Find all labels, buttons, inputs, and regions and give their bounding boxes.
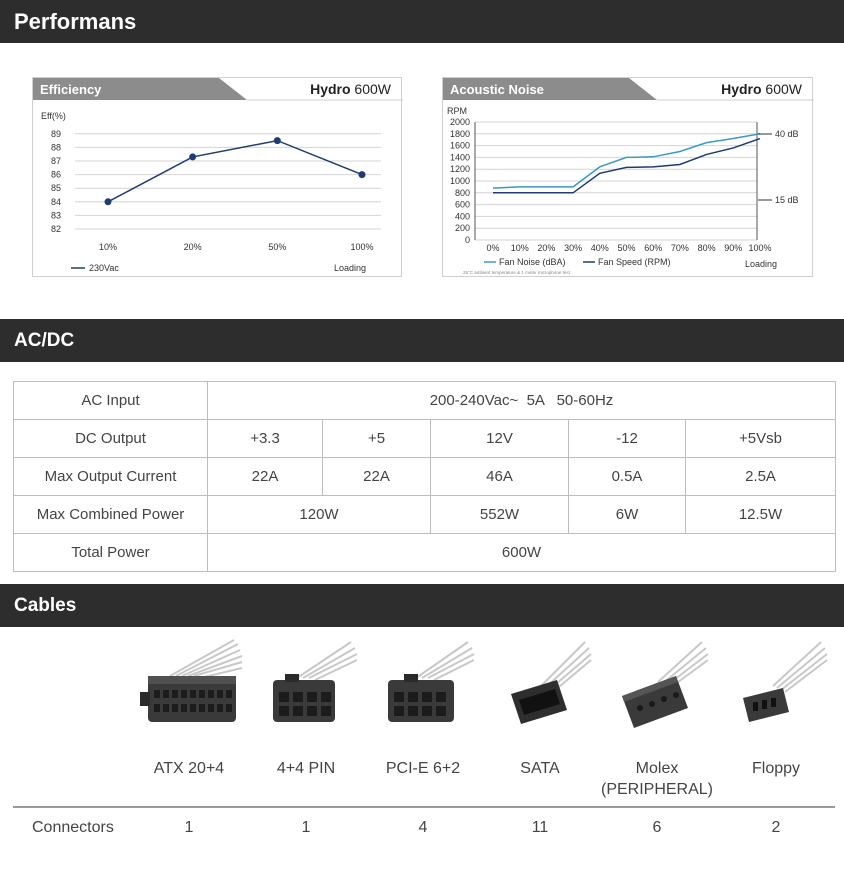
floppy-connector-icon — [717, 636, 835, 736]
x-tick-label: 80% — [697, 243, 716, 253]
chart-tab-title: Efficiency — [40, 82, 102, 97]
x-tick-label: 50% — [268, 242, 287, 252]
cable-name-atx: ATX 20+4 — [153, 760, 225, 777]
y-tick-label: 88 — [50, 142, 61, 153]
molex-connector-icon — [598, 636, 716, 736]
cable-name-pcie: PCI-E 6+2 — [385, 760, 461, 777]
y-tick-label: 1200 — [449, 164, 470, 175]
max-power-value: 6W — [569, 496, 686, 534]
max-current-value: 46A — [431, 458, 569, 496]
y-tick-label: 84 — [50, 196, 61, 207]
x-tick-label: 40% — [590, 243, 609, 253]
y-tick-label: 1000 — [449, 176, 470, 186]
connector-count: 6 — [652, 819, 662, 836]
y-tick-label: 87 — [50, 156, 61, 166]
x-tick-label: 20% — [183, 242, 202, 252]
atx-connector-icon — [130, 636, 248, 736]
x-tick-label: 60% — [644, 243, 663, 253]
chart-tab-title: Acoustic Noise — [450, 82, 544, 97]
acdc-header — [0, 319, 844, 362]
table-row-max-current — [14, 458, 836, 496]
y-tick-label: 82 — [50, 224, 61, 234]
x-tick-label: 50% — [617, 243, 636, 253]
right-tick-label-high: 40 dB — [775, 129, 799, 139]
max-power-value: 12.5W — [686, 496, 836, 534]
dc-output-rail: +3.3 — [208, 420, 323, 458]
model-name: Hydro 600W — [310, 81, 391, 97]
ac-input-value: 200-240Vac~ 5A 50-60Hz — [208, 382, 836, 420]
efficiency-chart — [33, 78, 403, 278]
right-tick-label-low: 15 dB — [775, 195, 799, 205]
connector-count: 1 — [184, 819, 194, 836]
row-label: Total Power — [14, 534, 208, 572]
max-current-value: 2.5A — [686, 458, 836, 496]
x-tick-label: 30% — [564, 243, 583, 253]
x-tick-label: 20% — [537, 243, 556, 253]
connectors-label: Connectors — [32, 819, 114, 836]
y-tick-label: 1400 — [449, 152, 470, 163]
y-tick-label: 83 — [50, 210, 61, 221]
connector-count: 11 — [531, 819, 549, 836]
data-point — [105, 198, 112, 205]
legend-label: 230Vac — [89, 263, 119, 273]
data-point — [359, 171, 366, 178]
total-power-value: 600W — [208, 534, 836, 572]
table-row-total-power — [14, 534, 836, 572]
acdc-spec-table — [13, 381, 836, 572]
y-tick-label: 800 — [454, 187, 470, 198]
max-current-value: 0.5A — [569, 458, 686, 496]
x-axis-caption: Loading — [744, 259, 777, 269]
y-tick-label: 1600 — [449, 140, 470, 151]
connector-count: 1 — [301, 819, 311, 836]
row-label: DC Output — [14, 420, 208, 458]
max-power-value: 552W — [431, 496, 569, 534]
y-tick-label: 200 — [454, 223, 470, 234]
acoustic-noise-chart-panel — [442, 77, 813, 277]
y-tick-label: 400 — [454, 211, 470, 222]
max-current-value: 22A — [323, 458, 431, 496]
y-tick-label: 1800 — [449, 128, 470, 139]
x-tick-label: 100% — [748, 243, 772, 253]
x-tick-label: 10% — [510, 243, 529, 253]
connector-count: 4 — [418, 819, 428, 836]
y-tick-label: 2000 — [449, 117, 470, 127]
dc-output-rail: +5 — [323, 420, 431, 458]
section-title: AC/DC — [14, 330, 75, 351]
y-tick-label: 0 — [464, 235, 470, 245]
series-line-fan-noise — [493, 134, 760, 188]
performance-header — [0, 0, 844, 43]
section-title: Performans — [14, 9, 137, 34]
connectors-divider — [13, 806, 835, 808]
connector-count: 2 — [771, 819, 781, 836]
row-label: Max Output Current — [14, 458, 208, 496]
max-current-value: 22A — [208, 458, 323, 496]
dc-output-rail: -12 — [569, 420, 686, 458]
acoustic-noise-chart — [443, 78, 814, 278]
x-tick-label: 90% — [724, 243, 743, 253]
cable-name-cpu: 4+4 PIN — [276, 760, 336, 777]
cable-name-floppy: Floppy — [751, 760, 801, 777]
x-tick-label: 70% — [670, 243, 689, 253]
cable-name-molex: Molex (PERIPHERAL) — [600, 760, 714, 798]
cpu-4-4-pin-connector-icon — [247, 636, 365, 736]
y-axis-title: RPM — [447, 106, 467, 116]
efficiency-chart-panel — [32, 77, 402, 277]
y-tick-label: 86 — [50, 169, 61, 180]
x-axis-caption: Loading — [333, 263, 366, 273]
cables-header — [0, 584, 844, 627]
max-power-value: 120W — [208, 496, 431, 534]
series-line-230vac — [108, 141, 362, 202]
dc-output-rail: +5Vsb — [686, 420, 836, 458]
table-row-dc-output — [14, 420, 836, 458]
y-axis-title: Eff(%) — [41, 111, 66, 121]
y-tick-label: 600 — [454, 199, 470, 210]
series-line-fan-speed — [493, 139, 760, 193]
x-tick-label: 0% — [486, 243, 500, 253]
legend-label-noise: Fan Noise (dBA) — [499, 257, 566, 267]
data-point — [274, 137, 281, 144]
sata-connector-icon — [481, 636, 599, 736]
model-name: Hydro 600W — [721, 81, 802, 97]
pcie-6-2-connector-icon — [364, 636, 482, 736]
cable-name-sata: SATA — [520, 760, 560, 777]
row-label: Max Combined Power — [14, 496, 208, 534]
y-tick-label: 89 — [50, 128, 61, 139]
data-point — [189, 153, 196, 160]
x-tick-label: 100% — [350, 242, 374, 252]
table-row-ac-input — [14, 382, 836, 420]
x-tick-label: 10% — [98, 242, 118, 252]
legend-label-speed: Fan Speed (RPM) — [598, 257, 671, 267]
dc-output-rail: 12V — [431, 420, 569, 458]
table-row-max-power — [14, 496, 836, 534]
chart-footnote: 25°C ambient temperature & 1 meter microphone test — [463, 270, 570, 275]
section-title: Cables — [14, 595, 77, 616]
y-tick-label: 85 — [50, 183, 61, 194]
row-label: AC Input — [14, 382, 208, 420]
